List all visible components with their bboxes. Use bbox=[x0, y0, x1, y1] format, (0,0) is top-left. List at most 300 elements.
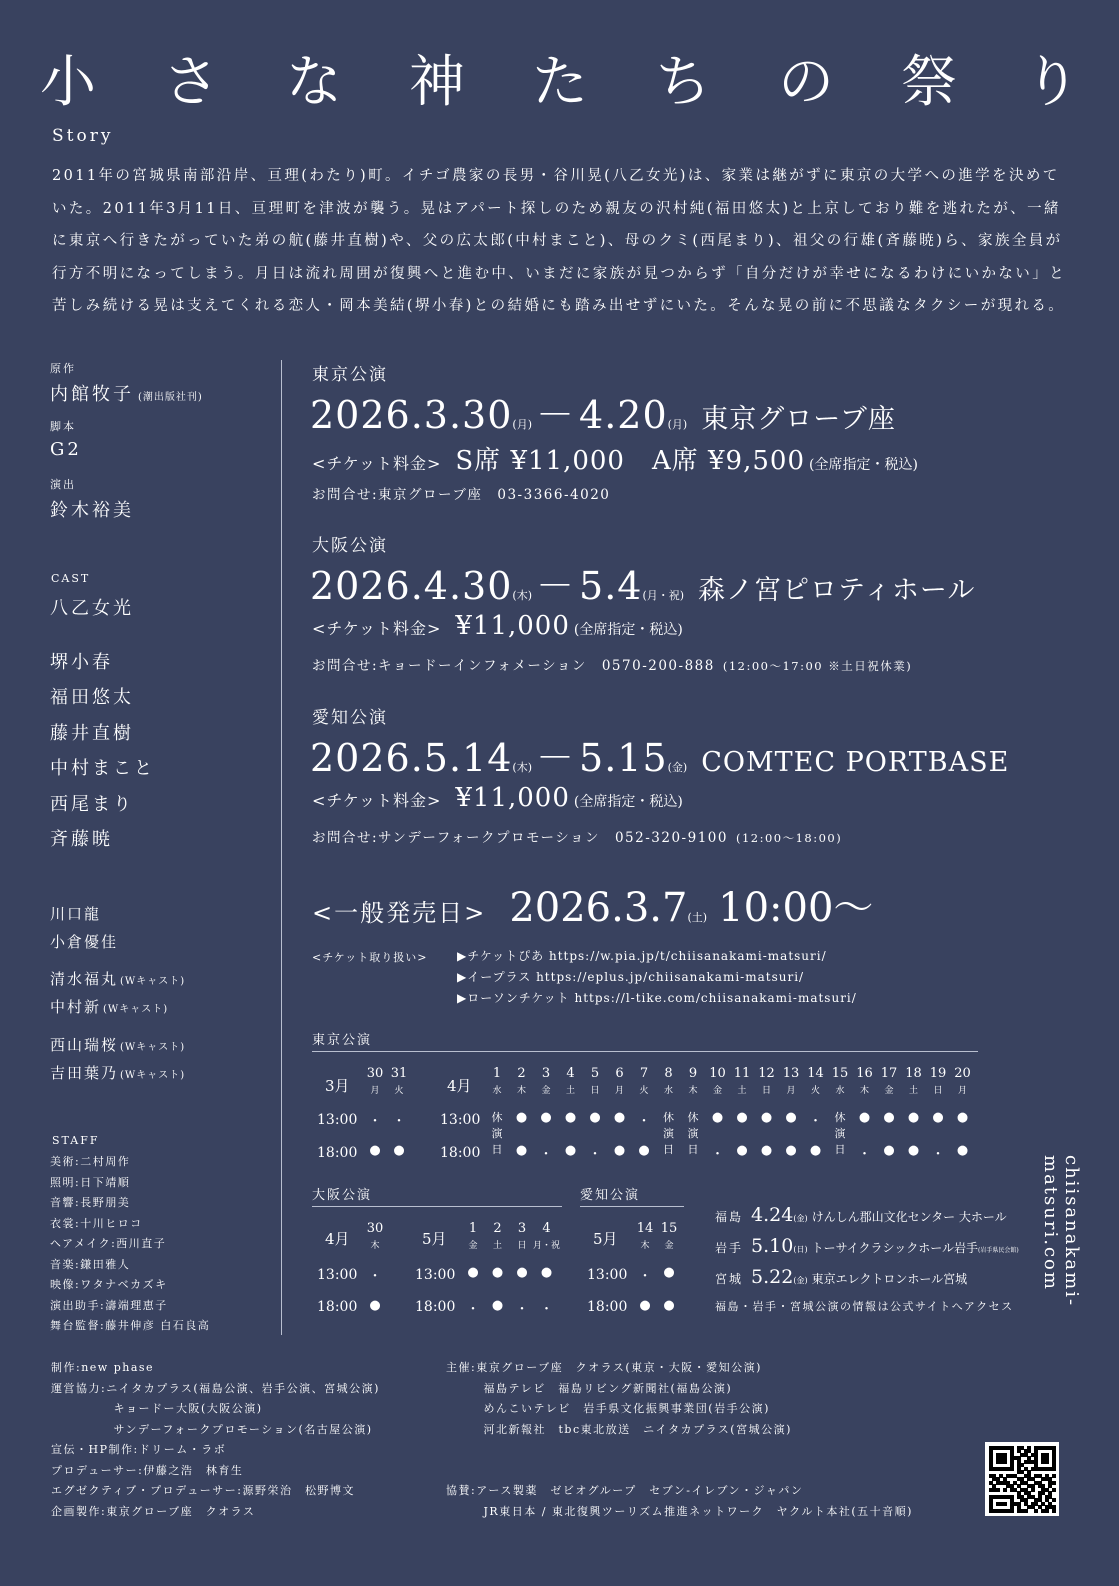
day-number: 13 bbox=[782, 1066, 800, 1081]
cast-lead: 八乙女光 bbox=[50, 598, 134, 619]
qr-code[interactable] bbox=[985, 1442, 1059, 1516]
production-line: エグゼクティブ・プロデューサー:源野栄治 松野博文 bbox=[51, 1484, 355, 1497]
show-13 bbox=[657, 1110, 681, 1158]
day-number: 14 bbox=[807, 1066, 824, 1081]
closed-char: 日 bbox=[687, 1143, 699, 1156]
day-number: 9 bbox=[688, 1066, 698, 1081]
show-13 bbox=[681, 1110, 705, 1158]
osaka-label: 大阪公演 bbox=[312, 536, 388, 556]
title-char: さ bbox=[163, 50, 219, 115]
show-13: ● bbox=[736, 1110, 748, 1125]
day-weekday: 日 bbox=[761, 1086, 771, 1096]
title-char: ち bbox=[655, 50, 711, 115]
production-line: プロデューサー:伊藤之浩 林育生 bbox=[51, 1463, 244, 1477]
ticket-vendor: ▶イープラス https://eplus.jp/chiisanakami-matsuri/ bbox=[457, 970, 805, 984]
qr-module bbox=[1052, 1467, 1056, 1471]
closed-char: 演 bbox=[663, 1127, 674, 1140]
day-weekday: 木 bbox=[370, 1241, 380, 1251]
show-13: ・ bbox=[368, 1114, 382, 1129]
closed-char: 休 bbox=[834, 1111, 846, 1124]
tokyo-start-weekday: (月) bbox=[512, 418, 532, 431]
staff-item: ヘアメイク:西川直子 bbox=[50, 1237, 167, 1250]
aichi-label: 愛知公演 bbox=[312, 708, 388, 728]
show-18: ● bbox=[515, 1143, 528, 1158]
staff-item: 音響:長野朋美 bbox=[50, 1196, 131, 1209]
show-18: ・ bbox=[931, 1147, 945, 1162]
qr-module bbox=[1010, 1509, 1014, 1513]
day-weekday: 木 bbox=[516, 1086, 526, 1096]
other-venue-pref: 岩手 bbox=[715, 1241, 744, 1255]
schedule-tokyo-label: 東京公演 bbox=[312, 1033, 373, 1048]
tokyo-ticket bbox=[312, 440, 918, 477]
day-number: 6 bbox=[615, 1066, 624, 1081]
day-number: 4 bbox=[566, 1066, 575, 1081]
show-13 bbox=[485, 1110, 509, 1158]
day-weekday: 金 bbox=[712, 1086, 722, 1096]
show-18: ● bbox=[663, 1298, 675, 1313]
show-18: ・ bbox=[466, 1302, 480, 1317]
director-label: 演出 bbox=[50, 478, 76, 491]
time-label: 18:00 bbox=[317, 1145, 358, 1161]
time-label: 13:00 bbox=[440, 1112, 481, 1128]
day-number: 16 bbox=[856, 1066, 873, 1081]
title-char: な bbox=[286, 50, 342, 115]
qr-module bbox=[1003, 1502, 1007, 1506]
cast-label: CAST bbox=[51, 572, 91, 585]
show-13: ● bbox=[613, 1110, 626, 1125]
qr-module bbox=[1031, 1488, 1035, 1492]
story-text: 2011年の宮城県南部沿岸、亘理(わたり)町。イチゴ農家の長男・谷川晃(八乙女光)は、家業は継がずに東京の大学への進学を決めていた。2011年3月11日、亘理町を津波が襲う。晃はアパート探しのため親友の沢村純(福田悠太)と上京しており難を逃れたが、一緒に東京へ行きたがっていた弟の航(藤井直樹)や、父の広太郎(中村まこと)、母のクミ(西尾まり)、祖父の行雄(斉藤暁)ら、家族全員が行方不明になってしまう。月日は流れ周囲が復興へと進む中、いまだに家族が見つからず「自分だけが幸せになるわけにいかない」と苦しみ続ける晃は支えてくれる恋人・岡本美結(堺小春)との結婚にも踏み出せずにいた。そんな晃の前に不思議なタクシーが現れる。 bbox=[52, 168, 1066, 314]
title-char: 小 bbox=[40, 50, 96, 115]
show-18: ● bbox=[393, 1143, 405, 1158]
closed-char: 演 bbox=[491, 1127, 503, 1140]
osaka-end-weekday: (月・祝) bbox=[642, 589, 685, 602]
aichi-inquiry-note: (12:00～18:00) bbox=[735, 831, 843, 845]
aichi-ticket bbox=[312, 783, 683, 813]
day-number: 17 bbox=[880, 1066, 898, 1081]
day-number: 3 bbox=[541, 1066, 551, 1081]
wcast-name: 中村新 bbox=[50, 998, 102, 1016]
wcast-name: 吉田葉乃 bbox=[50, 1064, 119, 1082]
ticketing-list bbox=[457, 946, 857, 1009]
production-line: キョードー大阪(大阪公演) bbox=[51, 1402, 263, 1415]
page-title bbox=[40, 38, 1080, 118]
wcast-note: (Wキャスト) bbox=[120, 1070, 186, 1081]
qr-module bbox=[1024, 1509, 1028, 1513]
show-13: ● bbox=[540, 1265, 553, 1280]
day-number: 20 bbox=[954, 1066, 971, 1081]
production-line: サンデーフォークプロモーション(名古屋公演) bbox=[51, 1422, 373, 1436]
aichi-price-note: (全席指定・税込) bbox=[573, 794, 683, 810]
qr-module bbox=[996, 1488, 1000, 1492]
tokyo-price: S席 ¥11,000 A席 ¥9,500 bbox=[455, 446, 805, 476]
title-char: た bbox=[532, 50, 588, 115]
show-18: ● bbox=[956, 1143, 969, 1158]
other-venue-name: 東京エレクトロンホール宮城 bbox=[811, 1272, 968, 1286]
director-name: 鈴木裕美 bbox=[50, 500, 134, 521]
schedule-rule bbox=[312, 1051, 978, 1052]
tokyo-venue: 東京グローブ座 bbox=[701, 404, 896, 435]
day-number: 12 bbox=[758, 1066, 775, 1081]
other-venue-weekday: (金) bbox=[793, 1276, 808, 1285]
tokyo-inquiry bbox=[312, 483, 610, 503]
other-venue-row bbox=[715, 1235, 1019, 1257]
other-venue-row bbox=[715, 1266, 967, 1288]
show-13: ・ bbox=[808, 1114, 822, 1129]
wcast-member bbox=[50, 968, 185, 989]
schedule-osaka-label: 大阪公演 bbox=[312, 1188, 373, 1203]
ticket-vendor: ▶チケットぴあ https://w.pia.jp/t/chiisanakami-matsuri/ bbox=[457, 949, 827, 963]
osaka-inquiry-note: (12:00～17:00 ※土日祝休業) bbox=[722, 659, 913, 673]
staff-list bbox=[50, 1152, 210, 1337]
show-18: ● bbox=[639, 1298, 651, 1313]
day-weekday: 木 bbox=[859, 1086, 869, 1096]
sponsors-line: 主催:東京グローブ座 クオラス(東京・大阪・愛知公演) bbox=[446, 1361, 762, 1374]
closed-char: 休 bbox=[663, 1111, 674, 1124]
show-13: ・ bbox=[368, 1269, 382, 1284]
qr-module bbox=[1052, 1474, 1056, 1478]
show-18: ・ bbox=[588, 1147, 602, 1162]
schedule-rule bbox=[312, 1206, 562, 1207]
wcast-name: 清水福丸 bbox=[50, 970, 119, 988]
ticketing-label: <チケット取り扱い> bbox=[312, 951, 428, 964]
show-18: ● bbox=[369, 1298, 381, 1313]
osaka-ticket-label: <チケット料金> bbox=[312, 619, 442, 638]
staff-item: 舞台監督:藤井伸彦 白石良高 bbox=[50, 1319, 211, 1332]
day-number: 1 bbox=[468, 1221, 478, 1236]
day-number: 4 bbox=[542, 1221, 551, 1236]
month-label: 4月 bbox=[325, 1230, 350, 1248]
sponsors-line: 福島テレビ 福島リビング新聞社(福島公演) bbox=[446, 1381, 733, 1395]
tokyo-end-date: 4.20 bbox=[579, 393, 668, 437]
show-13: ・ bbox=[638, 1269, 652, 1284]
production-line: 宣伝・HP制作:ドリーム・ラボ bbox=[51, 1443, 227, 1456]
osaka-venue: 森ノ宮ピロティホール bbox=[698, 575, 976, 606]
time-label: 13:00 bbox=[587, 1267, 628, 1283]
day-weekday: 月 bbox=[957, 1086, 967, 1096]
day-weekday: 土 bbox=[492, 1241, 502, 1251]
cast-member: 西尾まり bbox=[50, 794, 134, 815]
day-weekday: 金 bbox=[664, 1241, 674, 1251]
time-label: 13:00 bbox=[317, 1112, 358, 1128]
show-13: ● bbox=[663, 1265, 675, 1280]
show-13: ● bbox=[516, 1265, 528, 1280]
other-venue-date: 5.10 bbox=[751, 1235, 794, 1257]
day-weekday: 土 bbox=[908, 1086, 918, 1096]
osaka-dates bbox=[310, 555, 975, 610]
osaka-dash: － bbox=[536, 564, 576, 608]
tokyo-inquiry-text: お問合せ:東京グローブ座 03-3366-4020 bbox=[312, 487, 611, 503]
website-url[interactable]: chiisanakami-matsuri.com bbox=[1040, 1155, 1082, 1308]
show-13 bbox=[828, 1110, 852, 1158]
qr-module bbox=[1003, 1460, 1007, 1464]
cast-member: 福田悠太 bbox=[50, 687, 134, 708]
sponsors-line: めんこいテレビ 岩手県文化振興事業団(岩手公演) bbox=[446, 1402, 770, 1415]
show-18: ● bbox=[369, 1143, 381, 1158]
schedule-rule bbox=[580, 1206, 684, 1207]
day-weekday: 月 bbox=[370, 1086, 380, 1096]
month-label: 4月 bbox=[447, 1077, 472, 1095]
show-18: ・ bbox=[539, 1302, 553, 1317]
day-number: 30 bbox=[366, 1221, 384, 1236]
day-weekday: 日 bbox=[517, 1241, 527, 1251]
sale-time: 10:00～ bbox=[718, 885, 874, 931]
day-weekday: 日 bbox=[933, 1086, 943, 1096]
production-line: 制作:new phase bbox=[51, 1361, 155, 1374]
tokyo-end-weekday: (月) bbox=[667, 418, 688, 431]
other-venue-date: 5.22 bbox=[751, 1266, 794, 1288]
wcast-note: (Wキャスト) bbox=[120, 1042, 186, 1053]
time-label: 13:00 bbox=[317, 1267, 358, 1283]
cast-member: 川口龍 bbox=[50, 905, 102, 923]
day-weekday: 金 bbox=[541, 1086, 551, 1096]
time-label: 13:00 bbox=[415, 1267, 456, 1283]
osaka-price: ¥11,000 bbox=[455, 611, 570, 641]
osaka-ticket bbox=[312, 611, 683, 641]
production-line: 運営協力:ニイタカプラス(福島公演、岩手公演、宮城公演) bbox=[51, 1381, 380, 1395]
show-13: ● bbox=[785, 1110, 797, 1125]
tokyo-dash: － bbox=[536, 393, 576, 437]
day-weekday: 木 bbox=[640, 1241, 650, 1251]
tokyo-price-note: (全席指定・税込) bbox=[808, 457, 918, 473]
day-number: 8 bbox=[664, 1066, 673, 1081]
time-label: 18:00 bbox=[587, 1299, 628, 1315]
aichi-start-date: 2026.5.14 bbox=[310, 736, 513, 780]
divider-line bbox=[281, 360, 282, 1335]
show-13: ● bbox=[467, 1265, 479, 1280]
show-13: ● bbox=[491, 1265, 504, 1280]
show-13: ● bbox=[540, 1110, 552, 1125]
show-18: ● bbox=[760, 1143, 773, 1158]
osaka-inquiry-text: お問合せ:キョードーインフォメーション 0570-200-888 bbox=[312, 658, 715, 674]
time-label: 18:00 bbox=[415, 1299, 456, 1315]
day-number: 14 bbox=[636, 1221, 654, 1236]
show-13: ● bbox=[883, 1110, 895, 1125]
wcast-member bbox=[50, 1062, 185, 1083]
production-line: 企画製作:東京グローブ座 クオラス bbox=[51, 1504, 256, 1518]
closed-char: 日 bbox=[663, 1143, 674, 1156]
staff-item: 美術:二村周作 bbox=[50, 1155, 131, 1168]
day-weekday: 火 bbox=[394, 1086, 404, 1096]
staff-item: 演出助手:濤端理恵子 bbox=[50, 1298, 168, 1312]
qr-module bbox=[1045, 1509, 1049, 1513]
qr-module bbox=[1052, 1488, 1056, 1492]
sale-date bbox=[312, 876, 873, 933]
day-weekday: 火 bbox=[639, 1086, 649, 1096]
show-18: ・ bbox=[515, 1302, 529, 1317]
other-venue-pref: 福島 bbox=[715, 1210, 744, 1224]
time-label: 18:00 bbox=[440, 1145, 481, 1161]
other-venue-name: トーサイクラシックホール岩手 bbox=[811, 1241, 979, 1255]
aichi-start-weekday: (木) bbox=[512, 761, 532, 774]
show-18: ● bbox=[736, 1143, 748, 1158]
staff-item: 照明:日下靖順 bbox=[50, 1175, 131, 1189]
aichi-venue: COMTEC PORTBASE bbox=[701, 747, 1010, 778]
day-number: 10 bbox=[709, 1066, 726, 1081]
osaka-price-note: (全席指定・税込) bbox=[573, 622, 683, 638]
qr-module bbox=[1034, 1509, 1038, 1513]
day-weekday: 木 bbox=[688, 1086, 698, 1096]
day-number: 3 bbox=[517, 1221, 527, 1236]
other-venue-weekday: (日) bbox=[793, 1245, 808, 1254]
cast-member: 堺小春 bbox=[50, 652, 113, 673]
qr-module bbox=[1052, 1509, 1056, 1513]
day-number: 2 bbox=[517, 1066, 526, 1081]
show-18: ● bbox=[613, 1143, 626, 1158]
day-number: 11 bbox=[733, 1066, 751, 1081]
aichi-end-weekday: (金) bbox=[667, 761, 688, 774]
show-18: ・ bbox=[539, 1147, 553, 1162]
wcast-member bbox=[50, 1034, 185, 1055]
aichi-dates bbox=[310, 727, 1009, 782]
day-weekday: 水 bbox=[835, 1086, 845, 1096]
other-venue-note: (岩手県民会館) bbox=[978, 1247, 1019, 1254]
qr-module bbox=[1052, 1498, 1056, 1502]
show-13: ・ bbox=[637, 1114, 651, 1129]
original-label: 原作 bbox=[50, 362, 76, 375]
show-18: ● bbox=[907, 1143, 920, 1158]
day-weekday: 金 bbox=[884, 1086, 894, 1096]
aichi-ticket-label: <チケット料金> bbox=[312, 791, 442, 810]
show-18: ● bbox=[785, 1143, 797, 1158]
qr-module bbox=[1010, 1467, 1014, 1471]
day-weekday: 月・祝 bbox=[532, 1241, 560, 1251]
day-number: 18 bbox=[905, 1066, 922, 1081]
day-weekday: 月 bbox=[786, 1086, 796, 1096]
month-label: 5月 bbox=[593, 1230, 618, 1248]
title-char: り bbox=[1024, 50, 1080, 115]
sale-day: 2026.3.7 bbox=[509, 885, 688, 931]
day-weekday: 水 bbox=[492, 1086, 502, 1096]
aichi-inquiry bbox=[312, 826, 842, 846]
closed-char: 休 bbox=[491, 1111, 503, 1124]
show-18: ・ bbox=[857, 1147, 871, 1162]
wcast-name: 西山瑞桜 bbox=[50, 1036, 119, 1054]
show-13: ● bbox=[589, 1110, 601, 1125]
closed-char: 日 bbox=[834, 1143, 846, 1156]
other-venue-row bbox=[715, 1204, 1007, 1226]
qr-module bbox=[1003, 1488, 1007, 1492]
qr-module bbox=[1045, 1460, 1049, 1464]
wcast-note: (Wキャスト) bbox=[103, 1004, 169, 1015]
supporters-line: 協賛:アース製薬 ゼビオグループ セブン-イレブン・ジャパン bbox=[446, 1484, 804, 1497]
day-number: 31 bbox=[390, 1066, 408, 1081]
supporters-line: JR東日本 / 東北復興ツーリズム推進ネットワーク ヤクルト本社(五十音順) bbox=[446, 1504, 913, 1518]
aichi-end-date: 5.15 bbox=[579, 736, 668, 780]
title-char: 祭 bbox=[901, 50, 957, 115]
closed-char: 演 bbox=[687, 1127, 699, 1140]
aichi-price: ¥11,000 bbox=[455, 783, 570, 813]
show-18: ● bbox=[491, 1298, 504, 1313]
ticket-vendor: ▶ローソンチケット https://l-tike.com/chiisanakami-matsuri/ bbox=[457, 991, 857, 1005]
tokyo-label: 東京公演 bbox=[312, 365, 388, 385]
script-label: 脚本 bbox=[50, 420, 76, 433]
schedule-aichi-label: 愛知公演 bbox=[580, 1188, 641, 1203]
closed-char: 演 bbox=[834, 1127, 846, 1140]
tokyo-ticket-label: <チケット料金> bbox=[312, 454, 442, 473]
day-number: 15 bbox=[831, 1066, 849, 1081]
day-weekday: 土 bbox=[737, 1086, 747, 1096]
qr-module bbox=[1052, 1481, 1056, 1485]
cast-member: 中村まこと bbox=[50, 758, 155, 779]
script-author: G2 bbox=[50, 439, 82, 460]
day-weekday: 火 bbox=[810, 1086, 820, 1096]
staff-item: 音楽:鎌田雅人 bbox=[50, 1257, 131, 1271]
sponsors-line: 河北新報社 tbc東北放送 ニイタカプラス(宮城公演) bbox=[446, 1422, 792, 1436]
show-18: ● bbox=[638, 1143, 650, 1158]
osaka-start-date: 2026.4.30 bbox=[310, 564, 513, 608]
sponsor-credits bbox=[446, 1358, 792, 1440]
other-venue-weekday: (金) bbox=[793, 1214, 808, 1223]
closed-char: 休 bbox=[687, 1111, 699, 1124]
show-18: ● bbox=[883, 1143, 895, 1158]
show-18: ● bbox=[564, 1143, 577, 1158]
show-13: ● bbox=[711, 1110, 724, 1125]
title-char: 神 bbox=[409, 50, 465, 115]
osaka-end-date: 5.4 bbox=[579, 564, 643, 608]
aichi-inquiry-text: お問合せ:サンデーフォークプロモーション 052-320-9100 bbox=[312, 830, 728, 846]
show-13: ● bbox=[515, 1110, 528, 1125]
cast-member: 藤井直樹 bbox=[50, 723, 134, 744]
title-char: の bbox=[778, 50, 834, 115]
wcast-member bbox=[50, 996, 168, 1017]
production-credits bbox=[51, 1358, 380, 1522]
cast-member: 小倉優佳 bbox=[50, 933, 119, 951]
day-weekday: 土 bbox=[565, 1086, 575, 1096]
staff-label: STAFF bbox=[52, 1134, 100, 1147]
day-number: 5 bbox=[590, 1066, 600, 1081]
show-13: ● bbox=[564, 1110, 577, 1125]
staff-item: 衣裳:十川ヒロコ bbox=[50, 1216, 143, 1230]
month-label: 3月 bbox=[325, 1077, 350, 1095]
other-venues-note: 福島・岩手・宮城公演の情報は公式サイトへアクセス bbox=[715, 1300, 1014, 1313]
day-number: 30 bbox=[366, 1066, 384, 1081]
sale-weekday: (土) bbox=[687, 911, 708, 924]
aichi-dash: － bbox=[536, 736, 576, 780]
day-weekday: 金 bbox=[468, 1241, 478, 1251]
day-number: 1 bbox=[492, 1066, 502, 1081]
other-venue-pref: 宮城 bbox=[715, 1272, 744, 1286]
wcast-note: (Wキャスト) bbox=[120, 976, 186, 987]
closed-char: 日 bbox=[491, 1143, 503, 1156]
show-13: ● bbox=[760, 1110, 773, 1125]
osaka-inquiry bbox=[312, 654, 912, 674]
day-number: 19 bbox=[929, 1066, 947, 1081]
show-13: ● bbox=[858, 1110, 871, 1125]
show-13: ● bbox=[956, 1110, 969, 1125]
other-venue-name: けんしん郡山文化センター 大ホール bbox=[811, 1210, 1007, 1224]
show-18: ・ bbox=[710, 1147, 724, 1162]
staff-item: 映像:ワタナベカズキ bbox=[50, 1278, 168, 1291]
day-weekday: 月 bbox=[614, 1086, 624, 1096]
day-weekday: 日 bbox=[590, 1086, 600, 1096]
tokyo-dates bbox=[310, 384, 896, 439]
original-author: 内館牧子 (潮出版社刊) bbox=[50, 384, 203, 405]
sale-label: <一般発売日> bbox=[312, 899, 487, 927]
time-label: 18:00 bbox=[317, 1299, 358, 1315]
show-13: ● bbox=[907, 1110, 920, 1125]
story-heading: Story bbox=[52, 126, 114, 146]
month-label: 5月 bbox=[422, 1230, 447, 1248]
day-number: 2 bbox=[493, 1221, 502, 1236]
day-number: 15 bbox=[660, 1221, 678, 1236]
osaka-start-weekday: (木) bbox=[512, 589, 532, 602]
cast-member: 斉藤暁 bbox=[50, 829, 113, 850]
show-18: ● bbox=[809, 1143, 822, 1158]
day-weekday: 水 bbox=[663, 1086, 673, 1096]
other-venue-date: 4.24 bbox=[751, 1204, 794, 1226]
tokyo-start-date: 2026.3.30 bbox=[310, 393, 513, 437]
